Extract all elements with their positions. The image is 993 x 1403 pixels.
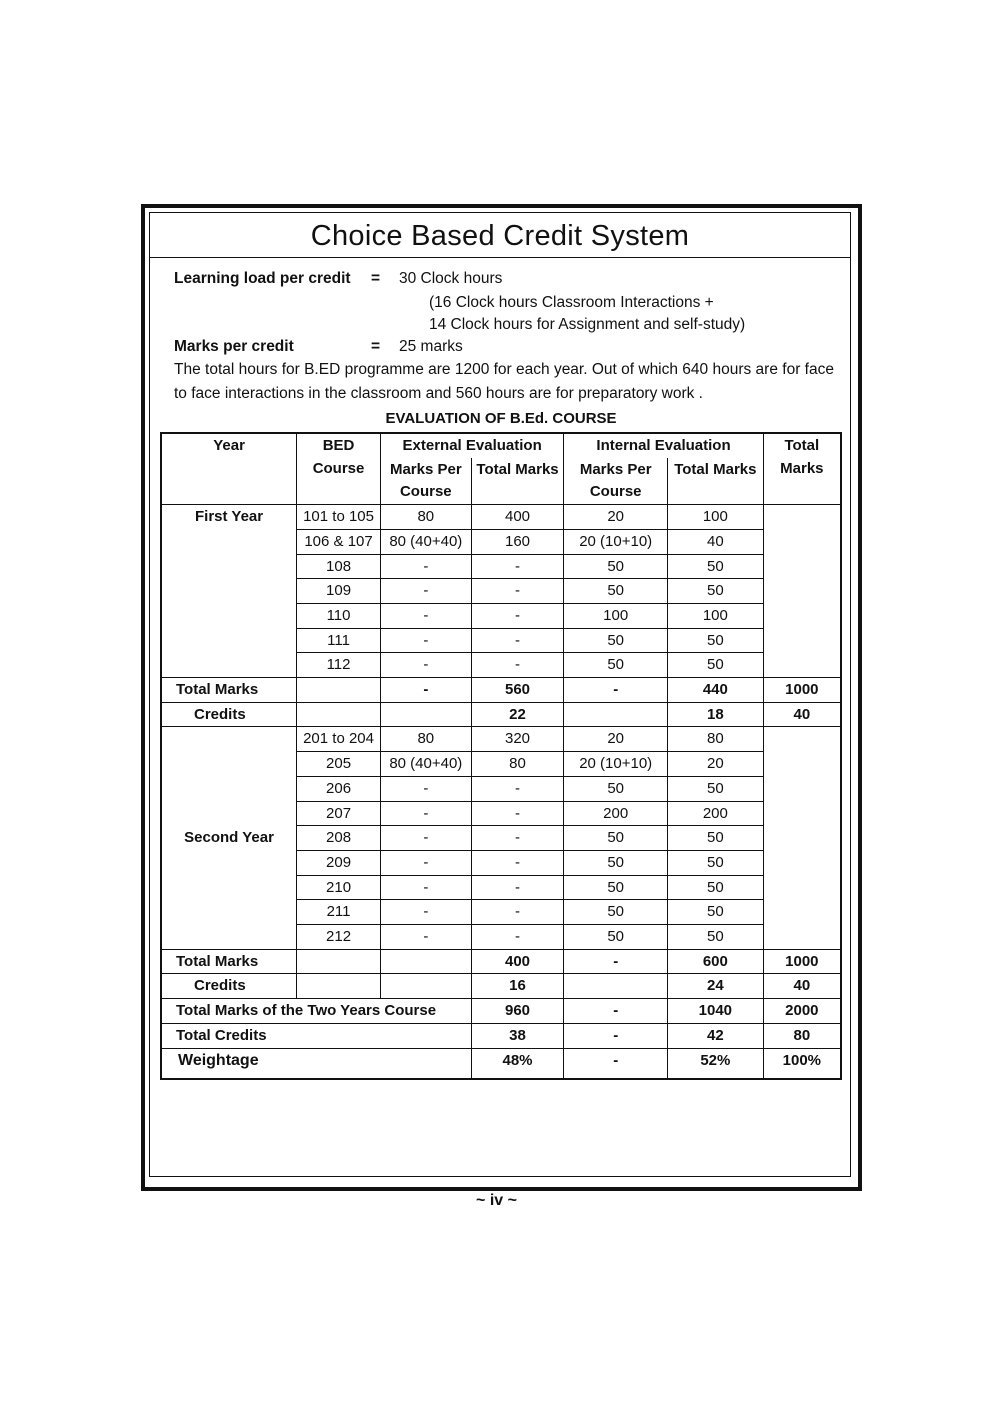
learning-load-equals: = — [371, 270, 381, 287]
int-total-marks: 200 — [668, 801, 764, 826]
summary-grand: 80 — [763, 1023, 841, 1048]
empty-cell — [380, 974, 471, 999]
hours-paragraph: The total hours for B.ED programme are 1200 for each year. Out of which 640 hours are for face to face interactions in the classroom and 560 hours are for preparatory work . — [174, 361, 834, 402]
ext-marks-per-course: - — [380, 579, 471, 604]
total-marks-row — [161, 949, 841, 974]
course-code: 201 to 204 — [297, 727, 381, 752]
evaluation-table-title: EVALUATION OF B.Ed. COURSE — [385, 410, 617, 427]
int-marks-per-course: 50 — [564, 628, 668, 653]
summary-label: Total Marks of the Two Years Course — [161, 999, 471, 1024]
int-marks-per-course: 20 (10+10) — [564, 752, 668, 777]
int-total-marks: 600 — [668, 949, 764, 974]
row-label: Credits — [161, 702, 297, 727]
ext-marks-per-course: - — [380, 653, 471, 678]
summary-int: 42 — [668, 1023, 764, 1048]
ext-credits: 22 — [471, 702, 564, 727]
int-total-marks: 50 — [668, 925, 764, 950]
course-code: 212 — [297, 925, 381, 950]
int-credits: 18 — [668, 702, 764, 727]
int-total-marks: 50 — [668, 826, 764, 851]
ext-marks-per-course: - — [380, 925, 471, 950]
ext-total-marks: 80 — [471, 752, 564, 777]
learning-load-value: 30 Clock hours — [399, 270, 503, 287]
int-marks-per-course: 20 (10+10) — [564, 529, 668, 554]
total-marks-empty — [763, 727, 841, 949]
ext-marks-per-course — [380, 949, 471, 974]
int-marks-per-course: 20 — [564, 505, 668, 530]
header-ext-total-marks: Total Marks — [471, 458, 564, 505]
summary-ext: 38 — [471, 1023, 564, 1048]
int-total-marks: 440 — [668, 678, 764, 703]
total-marks-row — [161, 678, 841, 703]
ext-total-marks: - — [471, 850, 564, 875]
empty-cell — [297, 974, 381, 999]
ext-total-marks: 400 — [471, 949, 564, 974]
int-marks-per-course: 50 — [564, 875, 668, 900]
summary-grand: 100% — [763, 1048, 841, 1079]
int-marks-per-course: 50 — [564, 826, 668, 851]
summary-row — [161, 999, 841, 1024]
int-marks-per-course: 50 — [564, 850, 668, 875]
ext-total-marks: 560 — [471, 678, 564, 703]
int-total-marks: 50 — [668, 900, 764, 925]
int-total-marks: 50 — [668, 628, 764, 653]
ext-total-marks: - — [471, 653, 564, 678]
ext-marks-per-course: - — [380, 875, 471, 900]
int-total-marks: 100 — [668, 505, 764, 530]
int-total-marks: 50 — [668, 554, 764, 579]
int-total-marks: 50 — [668, 875, 764, 900]
course-code: 205 — [297, 752, 381, 777]
marks-per-credit-equals: = — [371, 338, 381, 355]
summary-row — [161, 1023, 841, 1048]
ext-marks-per-course: - — [380, 826, 471, 851]
int-total-marks: 80 — [668, 727, 764, 752]
int-marks-per-course: 20 — [564, 727, 668, 752]
header-external-evaluation: External Evaluation — [380, 433, 563, 458]
ext-marks-per-course: 80 — [380, 727, 471, 752]
course-code: 110 — [297, 603, 381, 628]
ext-total-marks: - — [471, 900, 564, 925]
learning-load-detail-1: (16 Clock hours Classroom Interactions + — [429, 294, 714, 311]
table-row — [161, 505, 841, 530]
ext-marks-per-course: - — [380, 628, 471, 653]
int-total-marks: 50 — [668, 776, 764, 801]
int-total-marks: 100 — [668, 603, 764, 628]
learning-load-label: Learning load per credit — [174, 270, 351, 287]
ext-total-marks: 320 — [471, 727, 564, 752]
summary-int-dash: - — [564, 1048, 668, 1079]
ext-marks-per-course: - — [380, 900, 471, 925]
int-marks-per-course: - — [564, 949, 668, 974]
ext-total-marks: - — [471, 776, 564, 801]
page-title: Choice Based Credit System — [149, 212, 851, 258]
course-code: 209 — [297, 850, 381, 875]
ext-marks-per-course: - — [380, 801, 471, 826]
ext-credits: 16 — [471, 974, 564, 999]
course-code: 111 — [297, 628, 381, 653]
int-total-marks: 50 — [668, 850, 764, 875]
ext-marks-per-course: 80 (40+40) — [380, 752, 471, 777]
int-marks-per-course: - — [564, 678, 668, 703]
credits-row — [161, 702, 841, 727]
summary-int-dash: - — [564, 1023, 668, 1048]
ext-marks-per-course: - — [380, 850, 471, 875]
grand-total-marks: 1000 — [763, 949, 841, 974]
ext-total-marks: 160 — [471, 529, 564, 554]
grand-total-marks: 1000 — [763, 678, 841, 703]
credits-row — [161, 974, 841, 999]
empty-cell — [564, 702, 668, 727]
course-code: 206 — [297, 776, 381, 801]
summary-label: Weightage — [161, 1048, 471, 1079]
summary-int: 52% — [668, 1048, 764, 1079]
ext-marks-per-course: 80 (40+40) — [380, 529, 471, 554]
header-bed-course: BED Course — [297, 433, 381, 505]
ext-total-marks: - — [471, 579, 564, 604]
course-code: 108 — [297, 554, 381, 579]
ext-total-marks: - — [471, 603, 564, 628]
ext-total-marks: - — [471, 925, 564, 950]
course-code: 208 — [297, 826, 381, 851]
empty-cell — [297, 949, 381, 974]
total-credits: 40 — [763, 974, 841, 999]
summary-int-dash: - — [564, 999, 668, 1024]
row-label: Total Marks — [161, 949, 297, 974]
ext-marks-per-course: - — [380, 554, 471, 579]
summary-int: 1040 — [668, 999, 764, 1024]
year-label: First Year — [161, 505, 297, 678]
marks-per-credit-value: 25 marks — [399, 338, 463, 355]
course-code: 106 & 107 — [297, 529, 381, 554]
marks-per-credit-label: Marks per credit — [174, 338, 294, 355]
summary-row — [161, 1048, 841, 1079]
header-year: Year — [161, 433, 297, 505]
page-number: ~ iv ~ — [476, 1192, 517, 1209]
empty-cell — [297, 678, 381, 703]
course-code: 101 to 105 — [297, 505, 381, 530]
ext-total-marks: - — [471, 801, 564, 826]
course-code: 112 — [297, 653, 381, 678]
summary-ext: 48% — [471, 1048, 564, 1079]
header-ext-marks-per-course: Marks Per Course — [380, 458, 471, 505]
row-label: Total Marks — [161, 678, 297, 703]
evaluation-table — [160, 432, 842, 1080]
int-marks-per-course: 50 — [564, 653, 668, 678]
learning-load-detail-2: 14 Clock hours for Assignment and self-study) — [429, 316, 746, 333]
total-marks-empty — [763, 505, 841, 678]
course-code: 109 — [297, 579, 381, 604]
int-marks-per-course: 100 — [564, 603, 668, 628]
int-marks-per-course: 50 — [564, 554, 668, 579]
ext-marks-per-course: - — [380, 776, 471, 801]
int-marks-per-course: 50 — [564, 579, 668, 604]
empty-cell — [297, 702, 381, 727]
course-code: 211 — [297, 900, 381, 925]
ext-total-marks: - — [471, 554, 564, 579]
row-label: Credits — [161, 974, 297, 999]
summary-label: Total Credits — [161, 1023, 471, 1048]
ext-marks-per-course: - — [380, 678, 471, 703]
int-total-marks: 20 — [668, 752, 764, 777]
header-total-marks: Total Marks — [763, 433, 841, 505]
header-int-marks-per-course: Marks Per Course — [564, 458, 668, 505]
summary-ext: 960 — [471, 999, 564, 1024]
ext-total-marks: - — [471, 628, 564, 653]
course-code: 207 — [297, 801, 381, 826]
ext-total-marks: 400 — [471, 505, 564, 530]
int-total-marks: 40 — [668, 529, 764, 554]
int-marks-per-course: 50 — [564, 776, 668, 801]
empty-cell — [380, 702, 471, 727]
int-marks-per-course: 50 — [564, 900, 668, 925]
table-row — [161, 727, 841, 752]
int-credits: 24 — [668, 974, 764, 999]
ext-total-marks: - — [471, 875, 564, 900]
course-code: 210 — [297, 875, 381, 900]
ext-marks-per-course: 80 — [380, 505, 471, 530]
ext-marks-per-course: - — [380, 603, 471, 628]
int-marks-per-course: 50 — [564, 925, 668, 950]
int-marks-per-course: 200 — [564, 801, 668, 826]
total-credits: 40 — [763, 702, 841, 727]
ext-total-marks: - — [471, 826, 564, 851]
header-internal-evaluation: Internal Evaluation — [564, 433, 763, 458]
empty-cell — [564, 974, 668, 999]
year-label: Second Year — [161, 727, 297, 949]
int-total-marks: 50 — [668, 653, 764, 678]
header-int-total-marks: Total Marks — [668, 458, 764, 505]
summary-grand: 2000 — [763, 999, 841, 1024]
int-total-marks: 50 — [668, 579, 764, 604]
